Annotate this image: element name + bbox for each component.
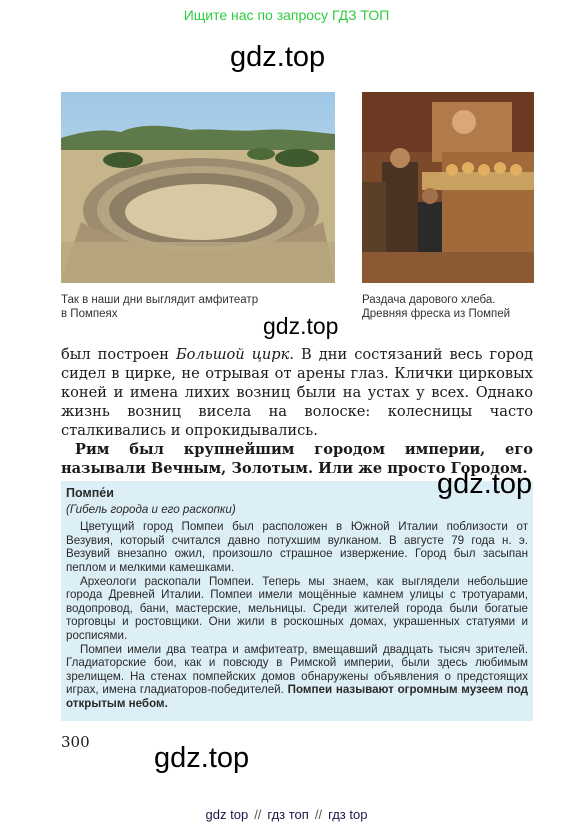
watermark: gdz.top (154, 742, 250, 774)
text-run: . В дни состязаний весь город сидел в цирке, не отрывая от арены глаз. Клички цирковых коней и имена лихих возниц были на устах у всех. Однако жизнь возниц висела на волоске: колесницы часто сталкивались и опрокидывались. (61, 346, 533, 439)
footer-links (0, 807, 573, 822)
box-paragraph: Археологи раскопали Помпеи. Теперь мы знаем, как выглядели небольшие города Древней Италии. Помпеи имели мощённые камнем улицы с тротуарами, водопровод, бани, мастерские, мельницы. Среди жителей города были богатые торговцы и ростовщики. Они жили в роскошных домах, украшенных статуями и росписями. (66, 574, 528, 642)
emphasis: Большой цирк (175, 346, 290, 363)
bold-run: Помпеи называют огромным музеем под открытым небом. (66, 683, 529, 710)
amphitheatre-caption (61, 293, 258, 321)
main-text (61, 345, 533, 478)
footer-link[interactable]: гдз топ (267, 807, 309, 822)
fresco-caption (362, 293, 510, 321)
caption-line: в Помпеях (61, 308, 118, 320)
box-paragraph (66, 643, 528, 711)
caption-line: Древняя фреска из Помпей (362, 308, 511, 320)
footer-link[interactable]: gdz top (205, 807, 249, 822)
amphitheatre-photo (61, 92, 335, 283)
paragraph (61, 345, 533, 440)
footer-separator: // (254, 807, 262, 822)
top-banner[interactable]: Ищите нас по запросу ГДЗ ТОП (183, 7, 390, 23)
text-run: был построен (61, 346, 176, 363)
fresco-photo (362, 92, 534, 283)
box-paragraph: Цветущий город Помпеи был расположен в Южной Италии поблизости от Везувия, который считался давно потухшим вулканом. В августе 79 года н. э. Везувий внезапно ожил, произошло страшное извержение. Город был засыпан пеплом и мелкими камешками. (66, 520, 528, 574)
watermark: gdz.top (263, 313, 339, 339)
bold-paragraph: Рим был крупнейшим городом империи, его называли Вечным, Золотым. Или же просто Городом. (61, 441, 533, 477)
footer-separator: // (314, 807, 323, 822)
text-run: Помпеи имели два театра и амфитеатр, вмещавший двадцать тысяч зрителей. Гладиаторские бои, как и повсюду в Римской империи, были здесь любимым зрелищем. На стенах помпейских домов обнаружены объявления о предстоящих играх, имена гладиаторов-победителей. (66, 642, 528, 697)
box-subtitle: (Гибель города и его раскопки) (66, 502, 236, 516)
page-number: 300 (61, 733, 90, 751)
watermark: gdz.top (437, 468, 533, 500)
caption-line: Так в наши дни выглядит амфитеатр (61, 294, 259, 306)
box-title: Помпе́и (66, 486, 114, 500)
caption-line: Раздача дарового хлеба. (362, 294, 496, 306)
footer-link[interactable]: гдз top (328, 807, 368, 822)
watermark: gdz.top (230, 41, 326, 73)
pompeii-info-box (61, 481, 533, 721)
